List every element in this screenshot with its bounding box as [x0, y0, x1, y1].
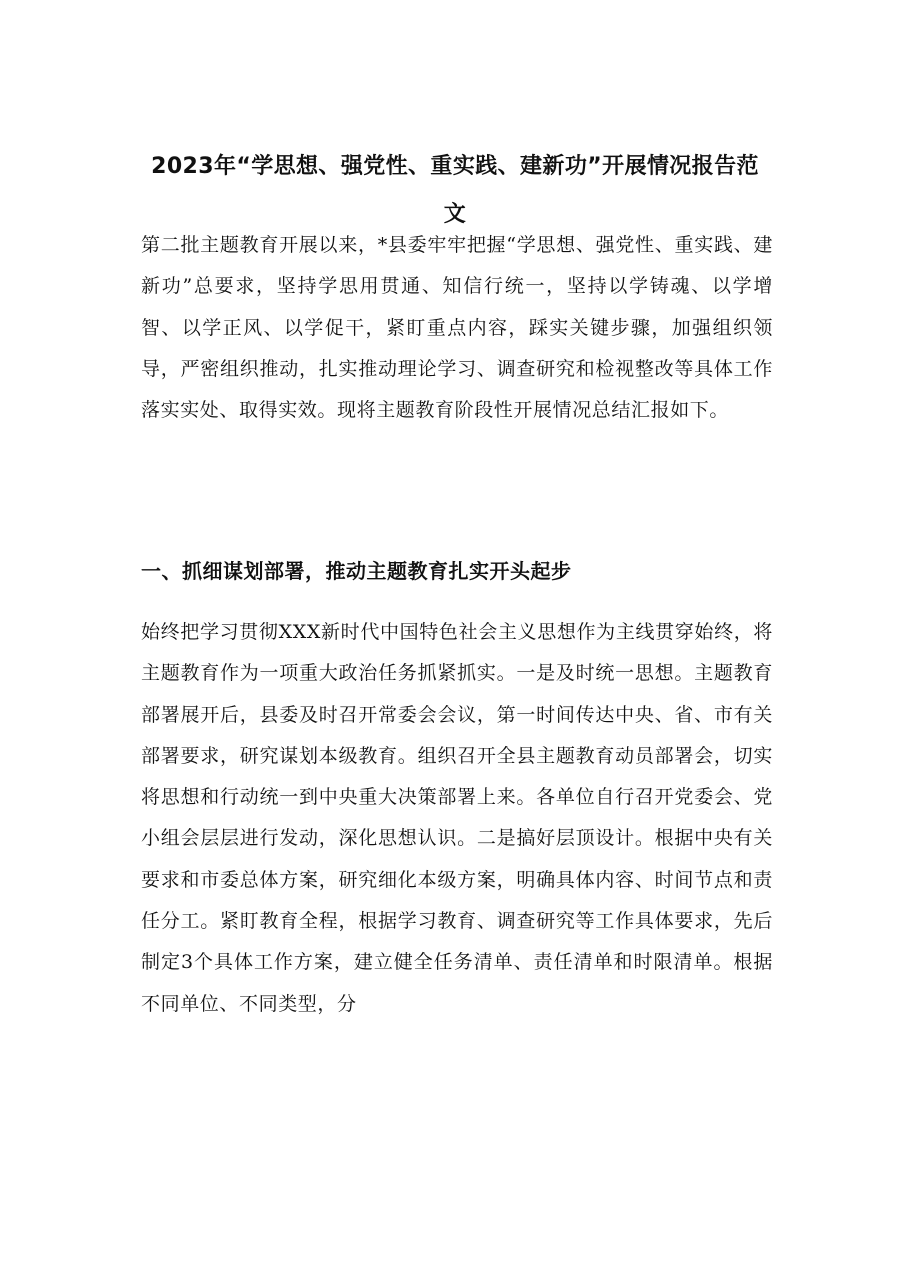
section-heading: 一、抓细谋划部署，推动主题教育扎实开头起步: [141, 559, 572, 583]
section-paragraph: 始终把学习贯彻XXX新时代中国特色社会主义思想作为主线贯穿始终，将主题教育作为一项重大政治任务抓紧抓实。一是及时统一思想。主题教育部署展开后，县委及时召开常委会会议，第一时间传达中央、省、市有关部署要求，研究谋划本级教育。组织召开全县主题教育动员部署会，切实将思想和行动统一到中央重大决策部署上来。各单位自行召开党委会、党小组会层层进行发动，深化思想认识。二是搞好层顶设计。根据中央有关要求和市委总体方案，研究细化本级方案，明确具体内容、时间节点和责任分工。紧盯教育全程，根据学习教育、调查研究等工作具体要求，先后制定3个具体工作方案，建立健全任务清单、责任清单和时限清单。根据不同单位、不同类型，分: [141, 621, 773, 1015]
document-title: 2023年“学思想、强党性、重实践、建新功”开展情况报告范文: [151, 154, 759, 227]
intro-paragraph: 第二批主题教育开展以来，*县委牢牢把握“学思想、强党性、重实践、建新功”总要求，坚持学思用贯通、知信行统一，坚持以学铸魂、以学增智、以学正风、以学促干，紧盯重点内容，踩实关键步骤，加强组织领导，严密组织推动，扎实推动理论学习、调查研究和检视整改等具体工作落实实处、取得实效。现将主题教育阶段性开展情况总结汇报如下。: [141, 234, 773, 422]
